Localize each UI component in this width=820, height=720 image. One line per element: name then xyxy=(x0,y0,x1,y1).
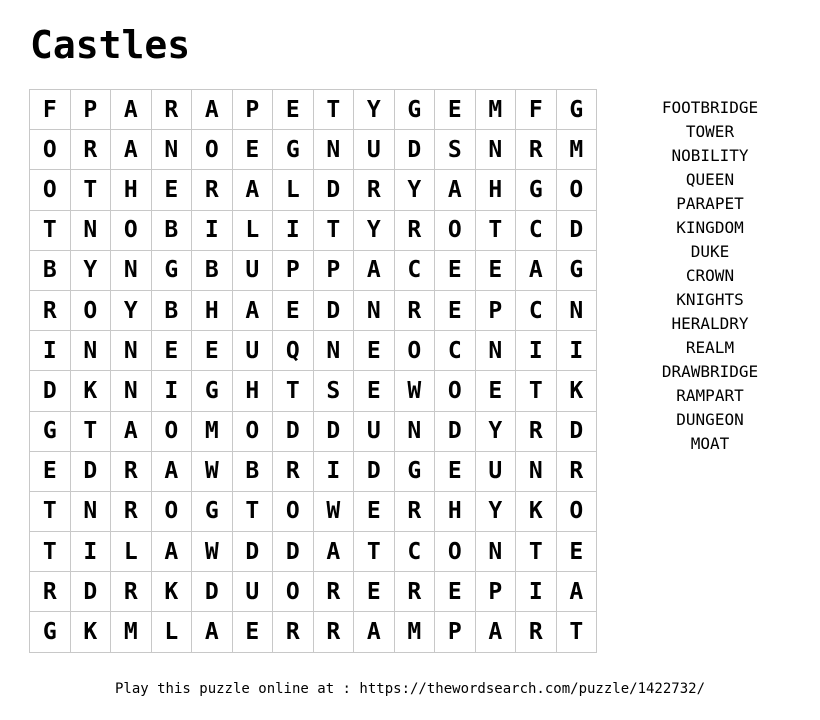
grid-cell[interactable]: N xyxy=(70,491,111,531)
grid-cell[interactable]: G xyxy=(394,451,435,491)
grid-cell[interactable]: N xyxy=(556,290,597,330)
grid-cell[interactable]: L xyxy=(232,210,273,250)
grid-cell[interactable]: I xyxy=(516,331,557,371)
grid-cell[interactable]: D xyxy=(394,130,435,170)
grid-cell[interactable]: R xyxy=(30,290,71,330)
grid-cell[interactable]: Y xyxy=(111,290,152,330)
grid-cell[interactable]: R xyxy=(151,90,192,130)
grid-cell[interactable]: P xyxy=(70,90,111,130)
grid-cell[interactable]: I xyxy=(313,451,354,491)
grid-cell[interactable]: O xyxy=(273,572,314,612)
grid-cell[interactable]: R xyxy=(516,130,557,170)
grid-row xyxy=(30,210,597,250)
letter-grid[interactable] xyxy=(29,89,597,653)
grid-cell[interactable]: M xyxy=(556,130,597,170)
grid-cell[interactable]: I xyxy=(516,572,557,612)
grid-cell[interactable]: I xyxy=(192,210,233,250)
grid-cell[interactable]: I xyxy=(556,331,597,371)
grid-cell[interactable]: Y xyxy=(475,411,516,451)
grid-cell[interactable]: A xyxy=(232,170,273,210)
letter-grid-body xyxy=(30,90,597,653)
grid-cell[interactable]: D xyxy=(232,532,273,572)
grid-cell[interactable]: A xyxy=(516,250,557,290)
grid-cell[interactable]: N xyxy=(354,290,395,330)
grid-cell[interactable]: E xyxy=(354,572,395,612)
grid-cell[interactable]: G xyxy=(516,170,557,210)
grid-cell[interactable]: T xyxy=(313,90,354,130)
grid-cell[interactable]: N xyxy=(475,130,516,170)
grid-cell[interactable]: T xyxy=(70,170,111,210)
grid-cell[interactable]: H xyxy=(192,290,233,330)
grid-cell[interactable]: E xyxy=(435,290,476,330)
word-list xyxy=(640,96,780,456)
grid-cell[interactable]: N xyxy=(111,371,152,411)
grid-cell[interactable]: B xyxy=(232,451,273,491)
grid-cell[interactable]: E xyxy=(192,331,233,371)
grid-cell[interactable]: A xyxy=(192,612,233,652)
grid-cell[interactable]: T xyxy=(70,411,111,451)
grid-cell[interactable]: N xyxy=(111,331,152,371)
grid-cell[interactable]: A xyxy=(556,572,597,612)
grid-cell[interactable]: R xyxy=(70,130,111,170)
grid-cell[interactable]: O xyxy=(435,532,476,572)
grid-cell[interactable]: A xyxy=(151,451,192,491)
word-list-item: DUKE xyxy=(690,242,730,261)
grid-cell[interactable]: M xyxy=(475,90,516,130)
grid-cell[interactable]: A xyxy=(192,90,233,130)
grid-cell[interactable]: E xyxy=(354,491,395,531)
grid-cell[interactable]: T xyxy=(30,532,71,572)
grid-cell[interactable]: N xyxy=(516,451,557,491)
grid-row xyxy=(30,532,597,572)
grid-cell[interactable]: B xyxy=(151,210,192,250)
grid-cell[interactable]: K xyxy=(556,371,597,411)
grid-cell[interactable]: E xyxy=(475,371,516,411)
grid-cell[interactable]: E xyxy=(273,90,314,130)
word-list-item: RAMPART xyxy=(676,386,744,405)
grid-cell[interactable]: E xyxy=(435,572,476,612)
grid-row xyxy=(30,572,597,612)
grid-cell[interactable]: A xyxy=(354,250,395,290)
grid-cell[interactable]: E xyxy=(475,250,516,290)
grid-cell[interactable]: D xyxy=(313,170,354,210)
grid-cell[interactable]: G xyxy=(192,491,233,531)
word-list-item: KNIGHTS xyxy=(676,290,744,309)
grid-row xyxy=(30,371,597,411)
grid-cell[interactable]: Y xyxy=(354,210,395,250)
grid-cell[interactable]: U xyxy=(354,411,395,451)
grid-cell[interactable]: R xyxy=(394,491,435,531)
word-list-item: FOOTBRIDGE xyxy=(661,98,759,117)
grid-cell[interactable]: T xyxy=(516,532,557,572)
grid-cell[interactable]: N xyxy=(70,331,111,371)
word-list-item: PARAPET xyxy=(676,194,744,213)
grid-cell[interactable]: M xyxy=(394,612,435,652)
grid-cell[interactable]: R xyxy=(273,612,314,652)
grid-cell[interactable]: R xyxy=(516,612,557,652)
grid-cell[interactable]: E xyxy=(273,290,314,330)
grid-cell[interactable]: N xyxy=(151,130,192,170)
word-list-item: DRAWBRIDGE xyxy=(661,362,759,381)
grid-cell[interactable]: I xyxy=(151,371,192,411)
grid-cell[interactable]: R xyxy=(394,210,435,250)
grid-cell[interactable]: I xyxy=(30,331,71,371)
grid-cell[interactable]: E xyxy=(30,451,71,491)
grid-cell[interactable]: P xyxy=(313,250,354,290)
grid-cell[interactable]: O xyxy=(111,210,152,250)
grid-cell[interactable]: K xyxy=(70,371,111,411)
grid-cell[interactable]: N xyxy=(475,331,516,371)
grid-cell[interactable]: U xyxy=(354,130,395,170)
grid-cell[interactable]: P xyxy=(232,90,273,130)
grid-cell[interactable]: A xyxy=(232,290,273,330)
grid-cell[interactable]: E xyxy=(354,331,395,371)
word-list-item: DUNGEON xyxy=(676,410,744,429)
grid-cell[interactable]: E xyxy=(556,532,597,572)
word-list-item: MOAT xyxy=(690,434,730,453)
grid-cell[interactable]: A xyxy=(354,612,395,652)
grid-cell[interactable]: N xyxy=(313,331,354,371)
grid-row xyxy=(30,411,597,451)
grid-cell[interactable]: R xyxy=(394,572,435,612)
grid-cell[interactable]: C xyxy=(394,250,435,290)
grid-cell[interactable]: G xyxy=(192,371,233,411)
word-list-item: KINGDOM xyxy=(676,218,744,237)
grid-cell[interactable]: I xyxy=(70,532,111,572)
grid-cell[interactable]: C xyxy=(516,210,557,250)
grid-row xyxy=(30,130,597,170)
grid-cell[interactable]: H xyxy=(435,491,476,531)
grid-cell[interactable]: B xyxy=(30,250,71,290)
grid-cell[interactable]: G xyxy=(556,90,597,130)
grid-cell[interactable]: O xyxy=(151,411,192,451)
grid-cell[interactable]: R xyxy=(111,572,152,612)
grid-row xyxy=(30,612,597,652)
grid-cell[interactable]: P xyxy=(273,250,314,290)
grid-cell[interactable]: H xyxy=(111,170,152,210)
grid-row xyxy=(30,290,597,330)
grid-cell[interactable]: O xyxy=(30,130,71,170)
grid-cell[interactable]: L xyxy=(111,532,152,572)
grid-cell[interactable]: W xyxy=(192,451,233,491)
word-list-item: REALM xyxy=(685,338,735,357)
grid-cell[interactable]: T xyxy=(556,612,597,652)
grid-cell[interactable]: R xyxy=(273,451,314,491)
grid-cell[interactable]: C xyxy=(435,331,476,371)
grid-cell[interactable]: N xyxy=(394,411,435,451)
grid-cell[interactable]: O xyxy=(232,411,273,451)
grid-cell[interactable]: N xyxy=(111,250,152,290)
grid-cell[interactable]: G xyxy=(30,411,71,451)
grid-cell[interactable]: O xyxy=(556,170,597,210)
grid-cell[interactable]: Y xyxy=(70,250,111,290)
word-list-item: NOBILITY xyxy=(671,146,749,165)
grid-cell[interactable]: U xyxy=(475,451,516,491)
grid-row xyxy=(30,451,597,491)
grid-cell[interactable]: E xyxy=(232,612,273,652)
grid-cell[interactable]: R xyxy=(30,572,71,612)
grid-cell[interactable]: P xyxy=(475,572,516,612)
grid-cell[interactable]: E xyxy=(435,451,476,491)
grid-cell[interactable]: H xyxy=(475,170,516,210)
grid-cell[interactable]: M xyxy=(111,612,152,652)
grid-cell[interactable]: A xyxy=(111,130,152,170)
grid-cell[interactable]: U xyxy=(232,572,273,612)
grid-cell[interactable]: K xyxy=(151,572,192,612)
grid-cell[interactable]: D xyxy=(30,371,71,411)
grid-cell[interactable]: Y xyxy=(354,90,395,130)
grid-cell[interactable]: Y xyxy=(475,491,516,531)
grid-cell[interactable]: G xyxy=(273,130,314,170)
grid-row xyxy=(30,170,597,210)
grid-cell[interactable]: T xyxy=(30,210,71,250)
grid-cell[interactable]: L xyxy=(151,612,192,652)
grid-cell[interactable]: D xyxy=(556,210,597,250)
grid-cell[interactable]: O xyxy=(151,491,192,531)
grid-cell[interactable]: R xyxy=(111,451,152,491)
grid-row xyxy=(30,491,597,531)
grid-cell[interactable]: E xyxy=(151,170,192,210)
grid-cell[interactable]: E xyxy=(435,250,476,290)
grid-cell[interactable]: P xyxy=(475,290,516,330)
grid-cell[interactable]: D xyxy=(192,572,233,612)
footer xyxy=(0,679,820,699)
grid-cell[interactable]: H xyxy=(232,371,273,411)
grid-cell[interactable]: D xyxy=(273,532,314,572)
grid-cell[interactable]: W xyxy=(394,371,435,411)
grid-cell[interactable]: D xyxy=(70,572,111,612)
grid-cell[interactable]: W xyxy=(313,491,354,531)
grid-cell[interactable]: R xyxy=(354,170,395,210)
grid-cell[interactable]: W xyxy=(192,532,233,572)
grid-cell[interactable]: O xyxy=(30,170,71,210)
word-list-item: TOWER xyxy=(685,122,735,141)
grid-cell[interactable]: K xyxy=(70,612,111,652)
grid-cell[interactable]: T xyxy=(354,532,395,572)
grid-cell[interactable]: B xyxy=(192,250,233,290)
grid-cell[interactable]: A xyxy=(435,170,476,210)
grid-cell[interactable]: C xyxy=(516,290,557,330)
grid-cell[interactable]: P xyxy=(435,612,476,652)
puzzle-link[interactable]: https://thewordsearch.com/puzzle/1422732/ xyxy=(359,681,705,697)
grid-cell[interactable]: T xyxy=(516,371,557,411)
grid-cell[interactable]: R xyxy=(313,572,354,612)
grid-cell[interactable]: A xyxy=(111,411,152,451)
word-list-item: CROWN xyxy=(685,266,735,285)
word-list-item: HERALDRY xyxy=(671,314,749,333)
grid-cell[interactable]: T xyxy=(30,491,71,531)
grid-cell[interactable]: S xyxy=(435,130,476,170)
grid-cell[interactable]: S xyxy=(313,371,354,411)
grid-cell[interactable]: R xyxy=(313,612,354,652)
grid-cell[interactable]: N xyxy=(70,210,111,250)
grid-cell[interactable]: F xyxy=(30,90,71,130)
grid-cell[interactable]: T xyxy=(313,210,354,250)
grid-cell[interactable]: A xyxy=(313,532,354,572)
grid-cell[interactable]: D xyxy=(354,451,395,491)
grid-cell[interactable]: T xyxy=(273,371,314,411)
grid-cell[interactable]: A xyxy=(151,532,192,572)
grid-cell[interactable]: U xyxy=(232,331,273,371)
grid-cell[interactable]: O xyxy=(435,210,476,250)
footer-text: Play this puzzle online at : xyxy=(114,681,360,697)
grid-cell[interactable]: G xyxy=(394,90,435,130)
grid-cell[interactable]: E xyxy=(354,371,395,411)
grid-cell[interactable]: A xyxy=(475,612,516,652)
grid-cell[interactable]: R xyxy=(192,170,233,210)
grid-cell[interactable]: Q xyxy=(273,331,314,371)
grid-cell[interactable]: K xyxy=(516,491,557,531)
grid-cell[interactable]: C xyxy=(394,532,435,572)
grid-cell[interactable]: R xyxy=(394,290,435,330)
word-list-item: QUEEN xyxy=(685,170,735,189)
grid-cell[interactable]: I xyxy=(273,210,314,250)
grid-cell[interactable]: D xyxy=(273,411,314,451)
grid-cell[interactable]: D xyxy=(313,290,354,330)
grid-cell[interactable]: O xyxy=(435,371,476,411)
grid-cell[interactable]: E xyxy=(151,331,192,371)
grid-cell[interactable]: O xyxy=(273,491,314,531)
grid-cell[interactable]: T xyxy=(232,491,273,531)
grid-cell[interactable]: D xyxy=(435,411,476,451)
grid-cell[interactable]: Y xyxy=(394,170,435,210)
grid-cell[interactable]: O xyxy=(192,130,233,170)
grid-cell[interactable]: A xyxy=(111,90,152,130)
grid-cell[interactable]: O xyxy=(556,491,597,531)
grid-cell[interactable]: B xyxy=(151,290,192,330)
grid-cell[interactable]: O xyxy=(394,331,435,371)
grid-cell[interactable]: D xyxy=(556,411,597,451)
grid-cell[interactable]: L xyxy=(273,170,314,210)
grid-cell[interactable]: R xyxy=(111,491,152,531)
puzzle-title: Castles xyxy=(30,23,191,67)
grid-cell[interactable]: F xyxy=(516,90,557,130)
grid-cell[interactable]: N xyxy=(313,130,354,170)
grid-row xyxy=(30,331,597,371)
grid-cell[interactable]: M xyxy=(192,411,233,451)
grid-cell[interactable]: D xyxy=(313,411,354,451)
grid-cell[interactable]: N xyxy=(475,532,516,572)
grid-cell[interactable]: G xyxy=(556,250,597,290)
grid-cell[interactable]: E xyxy=(435,90,476,130)
grid-cell[interactable]: D xyxy=(70,451,111,491)
grid-row xyxy=(30,250,597,290)
grid-cell[interactable]: R xyxy=(516,411,557,451)
grid-cell[interactable]: O xyxy=(70,290,111,330)
grid-row xyxy=(30,90,597,130)
grid-cell[interactable]: G xyxy=(151,250,192,290)
grid-cell[interactable]: T xyxy=(475,210,516,250)
grid-cell[interactable]: U xyxy=(232,250,273,290)
grid-cell[interactable]: R xyxy=(556,451,597,491)
grid-cell[interactable]: G xyxy=(30,612,71,652)
grid-cell[interactable]: E xyxy=(232,130,273,170)
